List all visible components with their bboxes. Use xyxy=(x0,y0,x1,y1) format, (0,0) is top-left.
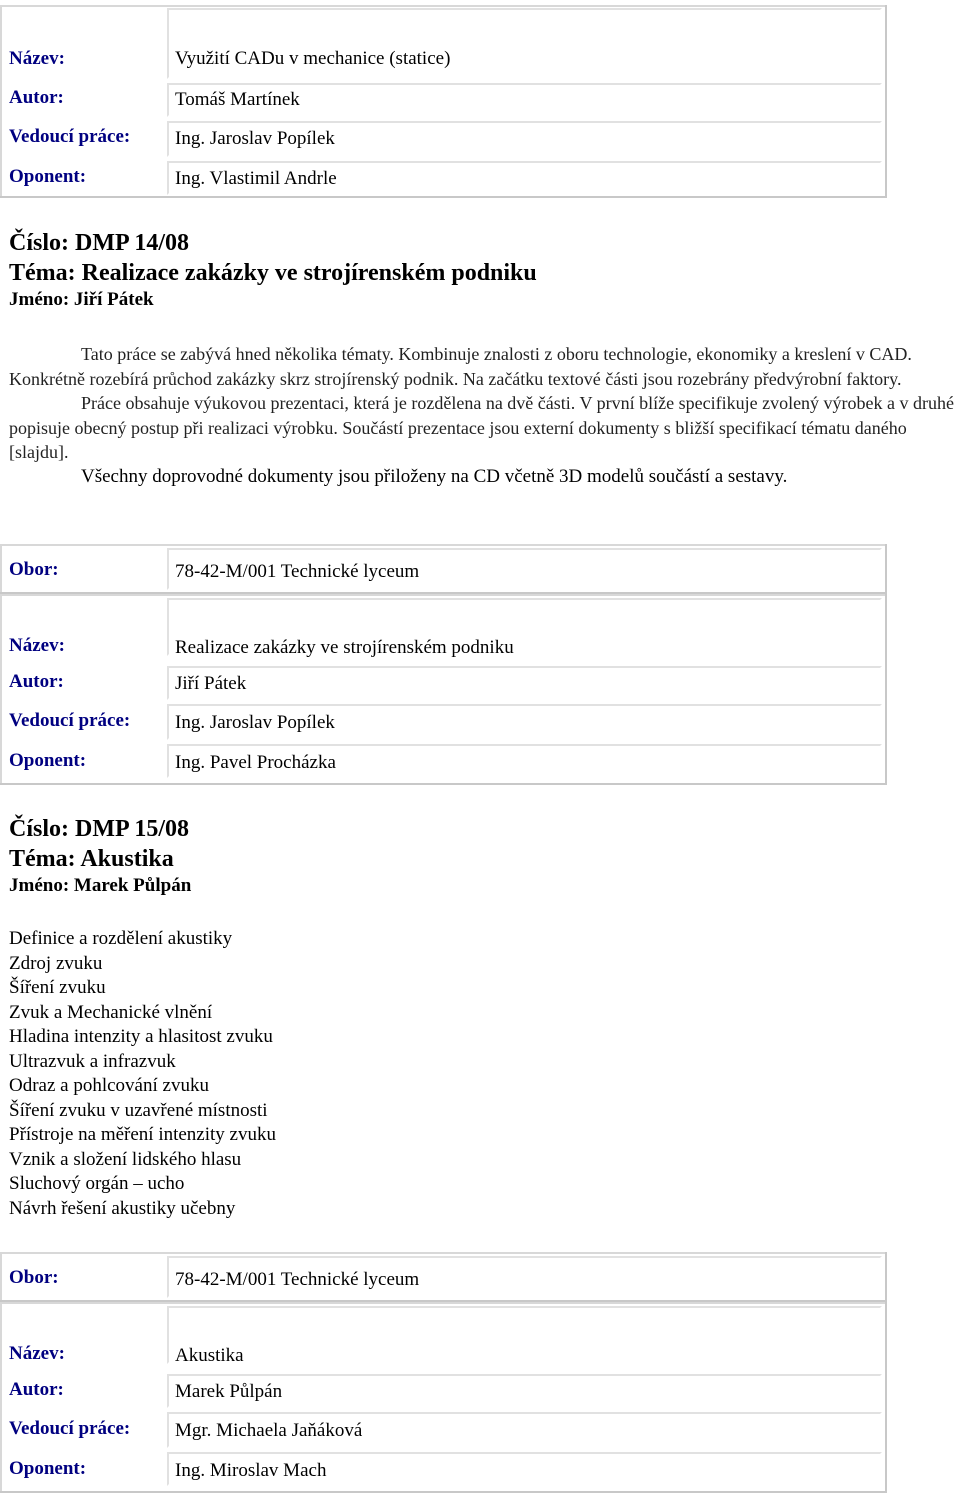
list-item: Odraz a pohlcování zvuku xyxy=(9,1075,209,1096)
value-oponent: Ing. Miroslav Mach xyxy=(175,1460,327,1481)
entry1-topic: Téma: Realizace zakázky ve strojírenském podniku xyxy=(9,260,537,286)
label-obor: Obor: xyxy=(9,559,59,580)
description-paragraph: Práce obsahuje výukovou prezentaci, která je rozdělena na dvě části. V první blíže specifikuje zvolený výrobek a v druhé popisuje obecný postup při realizaci výrobku. Součástí prezentace jsou externí dokumenty s bližší specifikací tématu daného [slajdu]. xyxy=(9,393,955,462)
list-item: Vznik a složení lidského hlasu xyxy=(9,1148,242,1170)
label-vedouci: Vedoucí práce: xyxy=(9,126,131,147)
entry1-name: Jméno: Jiří Pátek xyxy=(9,289,154,310)
label-oponent: Oponent: xyxy=(9,750,87,771)
table-row xyxy=(0,1254,885,1300)
list-item: Zdroj zvuku xyxy=(9,952,103,974)
value-autor: Marek Půlpán xyxy=(175,1381,283,1402)
table-row xyxy=(0,1410,885,1450)
value-nazev: Realizace zakázky ve strojírenském podniku xyxy=(175,637,514,658)
value-obor: 78-42-M/001 Technické lyceum xyxy=(175,1269,420,1290)
table-row xyxy=(0,1450,885,1488)
label-vedouci: Vedoucí práce: xyxy=(9,710,131,731)
value-obor: 78-42-M/001 Technické lyceum xyxy=(175,561,420,582)
obor-table-entry1 xyxy=(0,544,887,594)
list-item: Ultrazvuk a infrazvuk xyxy=(9,1050,176,1072)
value-vedouci: Ing. Jaroslav Popílek xyxy=(175,128,335,149)
list-item: Definice a rozdělení akustiky xyxy=(9,928,233,949)
table-row xyxy=(0,702,885,742)
entry2-topic-list xyxy=(9,927,276,1221)
label-autor: Autor: xyxy=(9,87,64,108)
entry2-number: Číslo: DMP 15/08 xyxy=(9,816,189,842)
table-row xyxy=(0,742,885,780)
entry1-number: Číslo: DMP 14/08 xyxy=(9,230,189,256)
table-row xyxy=(0,546,885,592)
entry2-topic: Téma: Akustika xyxy=(9,846,174,872)
value-nazev: Využití CADu v mechanice (statice) xyxy=(175,48,451,69)
list-item: Přístroje na měření intenzity zvuku xyxy=(9,1124,276,1145)
label-nazev: Název: xyxy=(9,1343,65,1364)
label-autor: Autor: xyxy=(9,1379,64,1400)
value-vedouci: Mgr. Michaela Jaňáková xyxy=(175,1420,363,1441)
table-row xyxy=(0,1304,885,1366)
table-row xyxy=(0,39,885,81)
entry2-name: Jméno: Marek Půlpán xyxy=(9,875,192,896)
info-table-top xyxy=(0,5,887,198)
value-nazev: Akustika xyxy=(175,1345,244,1366)
table-row xyxy=(0,119,885,159)
description-paragraph: Tato práce se zabývá hned několika tématy. Kombinuje znalosti z oboru technologie, ekonomiky a kreslení v CAD. Konkrétně rozebírá průchod zakázky skrz strojírenský podnik. Na začátku textové části jsou rozebrány předvýrobní faktory. xyxy=(9,344,912,389)
list-item: Šíření zvuku v uzavřené místnosti xyxy=(9,1099,268,1121)
label-obor: Obor: xyxy=(9,1267,59,1288)
value-autor: Jiří Pátek xyxy=(175,673,247,694)
info-table-entry1 xyxy=(0,594,887,785)
label-vedouci: Vedoucí práce: xyxy=(9,1418,131,1439)
table-row xyxy=(0,81,885,119)
list-item: Hladina intenzity a hlasitost zvuku xyxy=(9,1026,273,1047)
list-item: Šíření zvuku xyxy=(9,977,106,998)
table-row xyxy=(0,1372,885,1410)
label-nazev: Název: xyxy=(9,635,65,656)
table-row xyxy=(0,664,885,702)
table-border xyxy=(0,5,885,7)
list-item: Sluchový orgán – ucho xyxy=(9,1173,185,1194)
table-row xyxy=(0,596,885,658)
label-autor: Autor: xyxy=(9,671,64,692)
entry1-description xyxy=(9,342,954,489)
description-paragraph: Všechny doprovodné dokumenty jsou přiloženy na CD včetně 3D modelů součástí a sestavy. xyxy=(81,465,788,487)
list-item: Zvuk a Mechanické vlnění xyxy=(9,1001,213,1023)
label-oponent: Oponent: xyxy=(9,1458,87,1479)
info-table-entry2 xyxy=(0,1302,887,1493)
value-autor: Tomáš Martínek xyxy=(175,89,300,110)
label-nazev: Název: xyxy=(9,48,65,69)
value-vedouci: Ing. Jaroslav Popílek xyxy=(175,712,335,733)
list-item: Návrh řešení akustiky učebny xyxy=(9,1197,236,1219)
obor-table-entry2 xyxy=(0,1252,887,1302)
value-oponent: Ing. Vlastimil Andrle xyxy=(175,168,337,189)
value-oponent: Ing. Pavel Procházka xyxy=(175,752,336,773)
table-row xyxy=(0,159,885,197)
label-oponent: Oponent: xyxy=(9,166,87,187)
